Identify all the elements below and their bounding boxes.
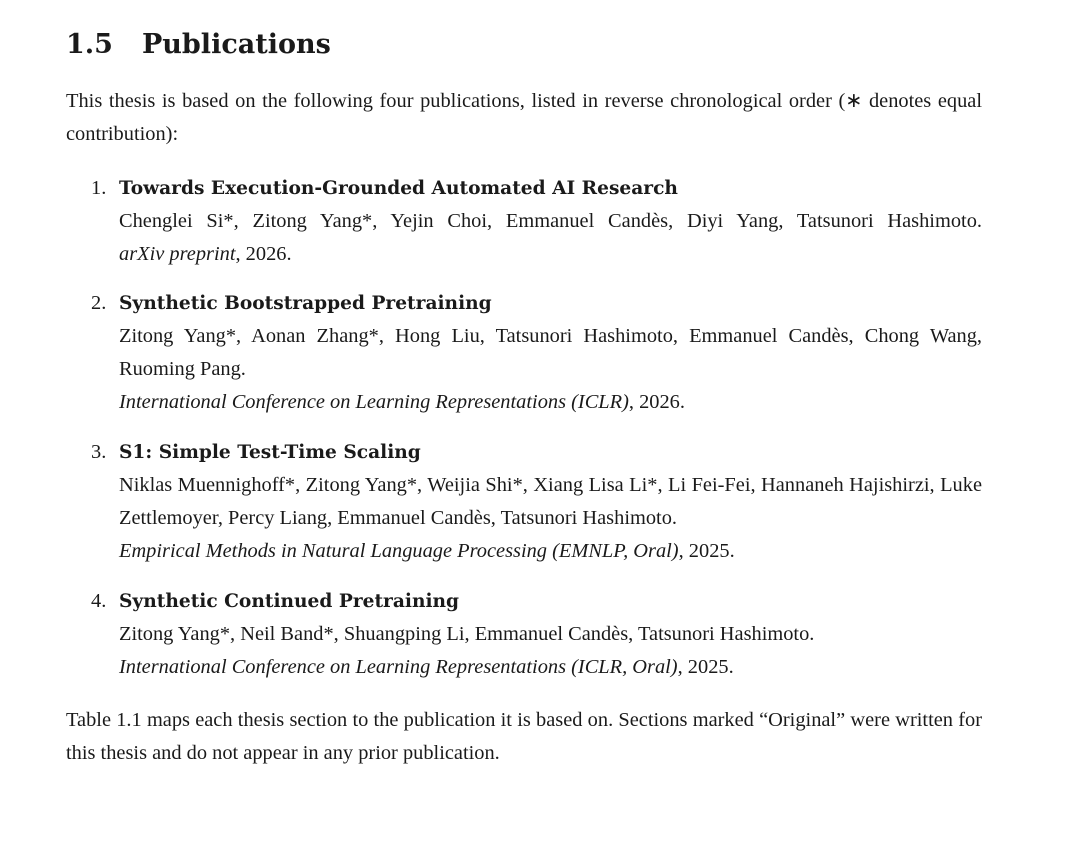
publication-venue-line [119, 238, 982, 271]
section-heading [66, 28, 331, 62]
publication-year: , 2025. [678, 540, 735, 562]
publication-authors: Zitong Yang*, Neil Band*, Shuangping Li, Emmanuel Candès, Tatsunori Hashimoto. [119, 623, 815, 645]
publication-venue: arXiv preprint [119, 243, 236, 265]
publication-venue-line [119, 386, 982, 419]
publication-number: 1. [91, 177, 107, 199]
publication-venue: Empirical Methods in Natural Language Processing (EMNLP, Oral) [119, 540, 679, 562]
publication-body [119, 287, 982, 419]
publication-number: 4. [91, 590, 107, 612]
publication-venue: International Conference on Learning Representations (ICLR) [119, 391, 629, 413]
publication-authors: Niklas Muennighoff*, Zitong Yang*, Weijia Shi*, Xiang Lisa Li*, Li Fei-Fei, Hannaneh Hajishirzi, Luke Zettlemoyer, Percy Liang, Emmanuel Candès, Tatsunori Hashimoto. [119, 474, 982, 529]
publication-venue-line [119, 651, 982, 684]
publication-year: , 2026. [235, 243, 292, 265]
intro-paragraph: This thesis is based on the following four publications, listed in reverse chronological order (∗ denotes equal contribution): [66, 90, 982, 145]
publication-body [119, 172, 982, 271]
publication-venue-line [119, 535, 982, 568]
document-page [66, 0, 982, 862]
publication-title: S1: Simple Test-Time Scaling [119, 442, 421, 463]
publication-title: Towards Execution-Grounded Automated AI Research [119, 178, 678, 199]
publication-year: , 2026. [628, 391, 685, 413]
publication-authors: Chenglei Si*, Zitong Yang*, Yejin Choi, Emmanuel Candès, Diyi Yang, Tatsunori Hashimoto. [119, 210, 982, 232]
publication-title: Synthetic Continued Pretraining [119, 591, 460, 612]
publication-title: Synthetic Bootstrapped Pretraining [119, 293, 492, 314]
closing-paragraph: Table 1.1 maps each thesis section to the publication it is based on. Sections marked “Original” were written for this thesis and do not appear in any prior publication. [66, 709, 982, 764]
publication-authors: Zitong Yang*, Aonan Zhang*, Hong Liu, Tatsunori Hashimoto, Emmanuel Candès, Chong Wang, Ruoming Pang. [119, 325, 982, 380]
publication-year: , 2025. [677, 656, 734, 678]
publication-venue: International Conference on Learning Representations (ICLR, Oral) [119, 656, 678, 678]
section-title: Publications [142, 29, 331, 60]
section-number: 1.5 [66, 29, 113, 60]
publication-body [119, 585, 982, 684]
publication-body [119, 436, 982, 568]
publication-number: 2. [91, 292, 107, 314]
publication-number: 3. [91, 441, 107, 463]
